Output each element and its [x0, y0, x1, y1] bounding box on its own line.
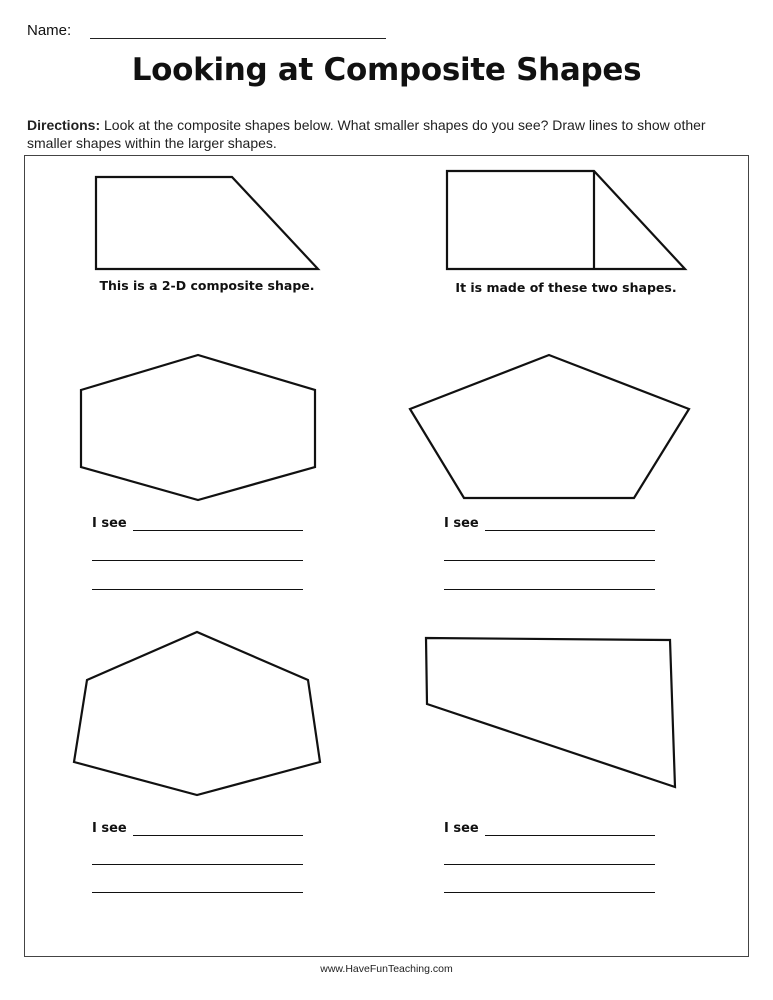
caption-composite-shape: This is a 2-D composite shape. — [99, 278, 315, 293]
quadrilateral-shape — [426, 638, 675, 787]
directions-label: Directions: — [27, 117, 101, 133]
caption-two-shapes: It is made of these two shapes. — [455, 280, 677, 295]
footer-site: www.HaveFunTeaching.com — [320, 963, 453, 975]
i-see-label: I see — [92, 821, 127, 836]
i-see-label: I see — [92, 516, 127, 531]
answer-line[interactable] — [444, 589, 655, 590]
answer-line[interactable] — [92, 560, 303, 561]
i-see-label: I see — [444, 516, 479, 531]
trapezoid-shape — [96, 177, 318, 269]
answer-line[interactable] — [133, 835, 303, 836]
answer-line[interactable] — [92, 892, 303, 893]
pentagon-shape — [410, 355, 689, 498]
directions-text: Look at the composite shapes below. What smaller shapes do you see? Draw lines to show other smaller shapes within the larger shapes. — [27, 117, 706, 151]
name-label: Name: — [27, 22, 72, 39]
answer-line[interactable] — [444, 560, 655, 561]
answer-line[interactable] — [133, 530, 303, 531]
i-see-label: I see — [444, 821, 479, 836]
hexagon-shape-2 — [74, 632, 320, 795]
answer-line[interactable] — [485, 530, 655, 531]
answer-line[interactable] — [444, 892, 655, 893]
answer-line[interactable] — [92, 589, 303, 590]
page-title: Looking at Composite Shapes — [131, 52, 642, 88]
answer-line[interactable] — [92, 864, 303, 865]
answer-line[interactable] — [444, 864, 655, 865]
answer-line[interactable] — [485, 835, 655, 836]
hexagon-shape-1 — [81, 355, 315, 500]
rectangle-and-triangle-shape — [447, 171, 685, 269]
